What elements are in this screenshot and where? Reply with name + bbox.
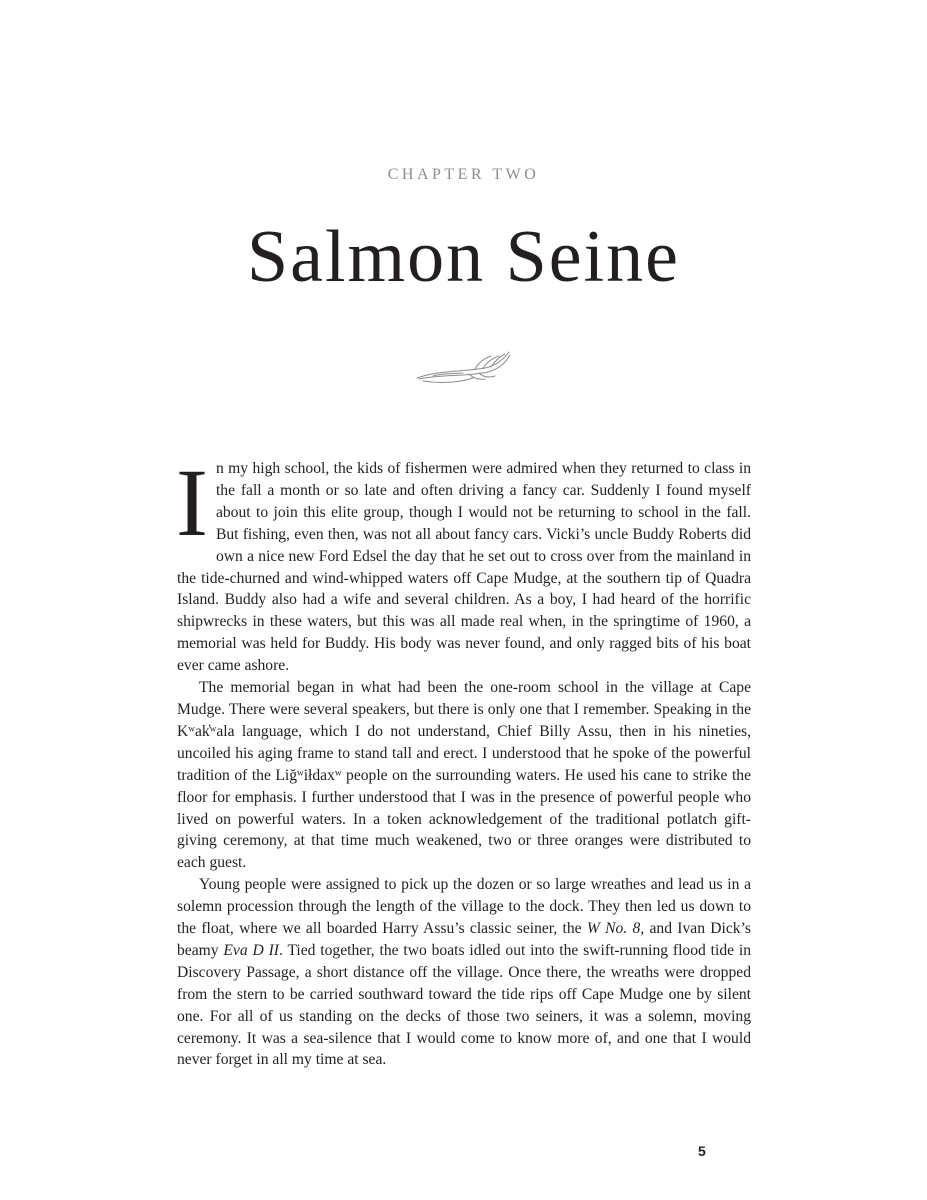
chapter-title: Salmon Seine: [246, 216, 681, 298]
paragraph-3-text-c: . Tied together, the two boats idled out into the swift-running flood tide in Discovery Passage, a short distance off the village. Once there, the wreaths were dropped from the stern to be carried southward toward the tide rips off Cape Mudge one by silent one. For all of us standing on the decks of those two seiners, it was a solemn, moving ceremony. It was a sea-silence that I would come to know more of, and one that I would never forget in all my time at sea.: [177, 941, 752, 1069]
paragraph-2: The memorial began in what had been the one-room school in the village at Cape Mudge. There were several speakers, but there is only one that I remember. Speaking in the Kʷak̓ʷala language, which I do not understand, Chief Billy Assu, then in his nineties, uncoiled his aging frame to stand tall and erect. I understood that he spoke of the powerful tradition of the Liǧʷiłdaxʷ people on the surrounding waters. He used his cane to strike the floor for emphasis. I further understood that I was in the presence of powerful people who lived on powerful waters. In a token acknowledgement of the traditional potlatch gift-giving ceremony, at that time much weakened, two or three oranges were distributed to each guest.: [177, 679, 751, 872]
paragraph-3: [177, 874, 751, 1071]
drop-cap: I: [176, 449, 208, 556]
feather-flourish-icon: [413, 348, 513, 392]
boat-name-w-no-8: W No. 8: [586, 920, 641, 938]
paragraph-1: [176, 449, 751, 677]
paragraph-3-text-a: Young people were assigned to pick up the dozen or so large wreathes and lead us in a solemn procession through the length of the village to the dock. They then led us down to the float, where we all boarded Harry Assu’s classic seiner, the: [177, 876, 751, 938]
paragraph-1-text: n my high school, the kids of fishermen were admired when they returned to class in the fall a month or so late and often driving a fancy car. Suddenly I found myself about to join this elite group, though I would not be returning to school in the fall. But fishing, even then, was not all about fancy cars. Vicki’s uncle Buddy Roberts did own a nice new Ford Edsel the day that he set out to cross over from the mainland in the tide-churned and wind-whipped waters off Cape Mudge, at the southern tip of Quadra Island. Buddy also had a wife and several children. As a boy, I had heard of the horrific shipwrecks in these waters, but this was all made real when, in the springtime of 1960, a memorial was held for Buddy. His body was never found, and only ragged bits of his boat ever came ashore.: [177, 460, 751, 675]
chapter-label: CHAPTER TWO: [387, 166, 540, 183]
chapter-body: [176, 449, 752, 1071]
page-number: 5: [698, 1143, 706, 1159]
paragraph-3-text-b: , and Ivan Dick’s beamy: [177, 920, 751, 959]
boat-name-eva-d-ii: Eva D II: [223, 941, 279, 959]
